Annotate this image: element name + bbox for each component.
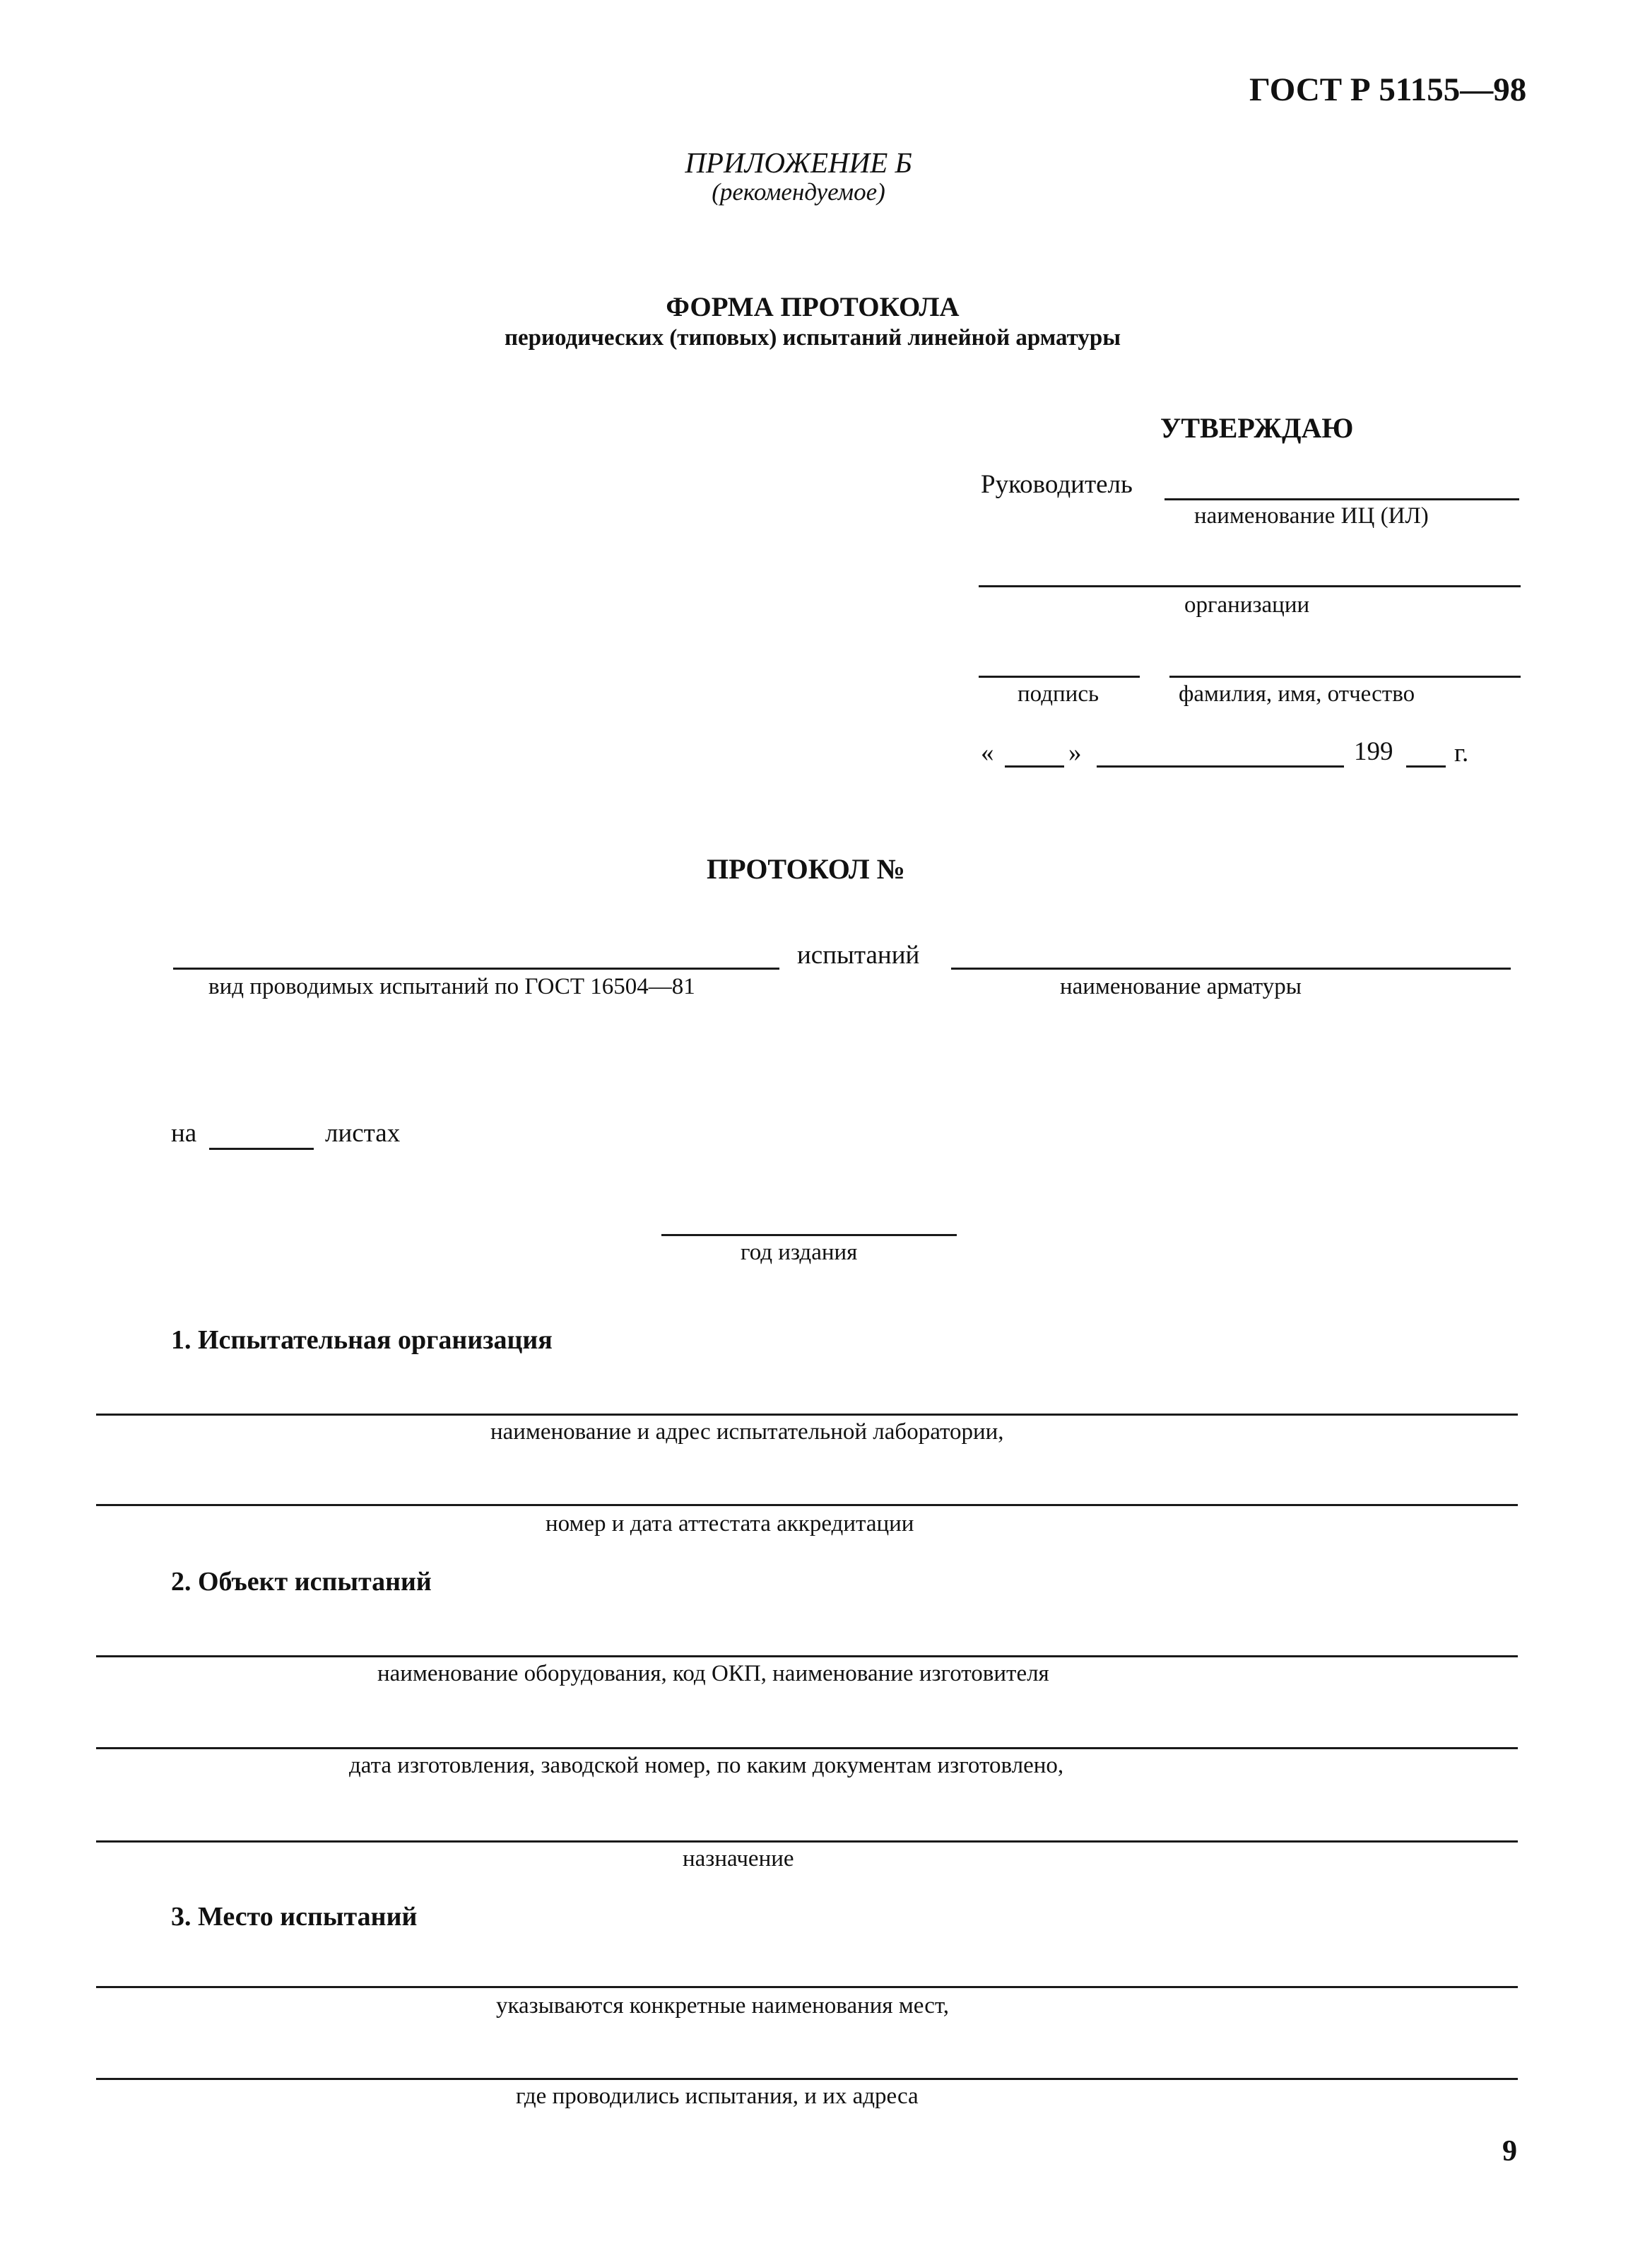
section-1-line-1[interactable] [96,1414,1518,1416]
signature-caption: подпись [1018,681,1099,707]
section-2-heading [171,1566,432,1597]
section-2-caption-2: дата изготовления, заводской номер, по каким документам изготовлено, [349,1753,1064,1778]
section-3-number: 3. [171,1902,191,1932]
date-day-line[interactable] [1005,765,1064,768]
date-year-prefix: 199 [1354,737,1393,766]
test-type-line[interactable] [173,968,779,970]
section-1-number: 1. [171,1325,191,1355]
form-subtitle: периодических (типовых) испытаний линейной арматуры [504,325,1121,351]
date-quote-open: « [981,739,994,768]
date-month-line[interactable] [1097,765,1344,768]
section-1-caption-1: наименование и адрес испытательной лаборатории, [490,1419,1004,1445]
section-2-number: 2. [171,1567,191,1597]
sheets-count-line[interactable] [209,1148,314,1150]
section-1-title: Испытательная организация [198,1325,553,1355]
head-caption: наименование ИЦ (ИЛ) [1194,503,1429,529]
section-1-line-2[interactable] [96,1504,1518,1506]
tests-word: испытаний [797,941,920,970]
form-title: ФОРМА ПРОТОКОЛА [666,292,960,322]
section-1-heading [171,1324,553,1356]
sheets-word: листах [325,1119,401,1148]
signature-line[interactable] [979,676,1140,678]
appendix-title: ПРИЛОЖЕНИЕ Б [685,146,912,179]
section-2-line-2[interactable] [96,1747,1518,1749]
head-name-line[interactable] [1165,498,1519,500]
page-number: 9 [1502,2135,1517,2168]
section-2-title: Объект испытаний [198,1567,432,1597]
section-1-caption-2: номер и дата аттестата аккредитации [546,1511,914,1537]
organization-caption: организации [1184,592,1310,618]
year-of-issue-line[interactable] [661,1234,957,1236]
organization-line[interactable] [979,585,1521,587]
section-2-caption-1: наименование оборудования, код ОКП, наименование изготовителя [377,1661,1049,1686]
date-year-suffix: г. [1454,739,1469,768]
date-quote-close: » [1068,739,1082,768]
section-3-caption-1: указываются конкретные наименования мест, [496,1993,950,2019]
section-2-caption-3: назначение [683,1846,794,1872]
fitting-caption: наименование арматуры [1060,974,1302,999]
on-word: на [171,1119,197,1148]
full-name-line[interactable] [1169,676,1521,678]
section-3-line-1[interactable] [96,1986,1518,1988]
standard-code: ГОСТ Р 51155—98 [1249,71,1527,108]
test-type-caption: вид проводимых испытаний по ГОСТ 16504—81 [208,974,695,999]
year-of-issue-caption: год издания [741,1240,858,1265]
section-3-title: Место испытаний [198,1902,418,1932]
section-2-line-1[interactable] [96,1655,1518,1657]
date-year-line[interactable] [1406,765,1446,768]
section-3-caption-2: где проводились испытания, и их адреса [516,2084,919,2109]
section-3-line-2[interactable] [96,2078,1518,2080]
fitting-name-line[interactable] [951,968,1511,970]
head-label: Руководитель [981,470,1133,499]
appendix-subtitle: (рекомендуемое) [712,178,885,206]
section-2-line-3[interactable] [96,1840,1518,1843]
full-name-caption: фамилия, имя, отчество [1179,681,1415,707]
protocol-title: ПРОТОКОЛ № [707,853,905,885]
approval-heading: УТВЕРЖДАЮ [1160,412,1354,444]
section-3-heading [171,1901,417,1932]
